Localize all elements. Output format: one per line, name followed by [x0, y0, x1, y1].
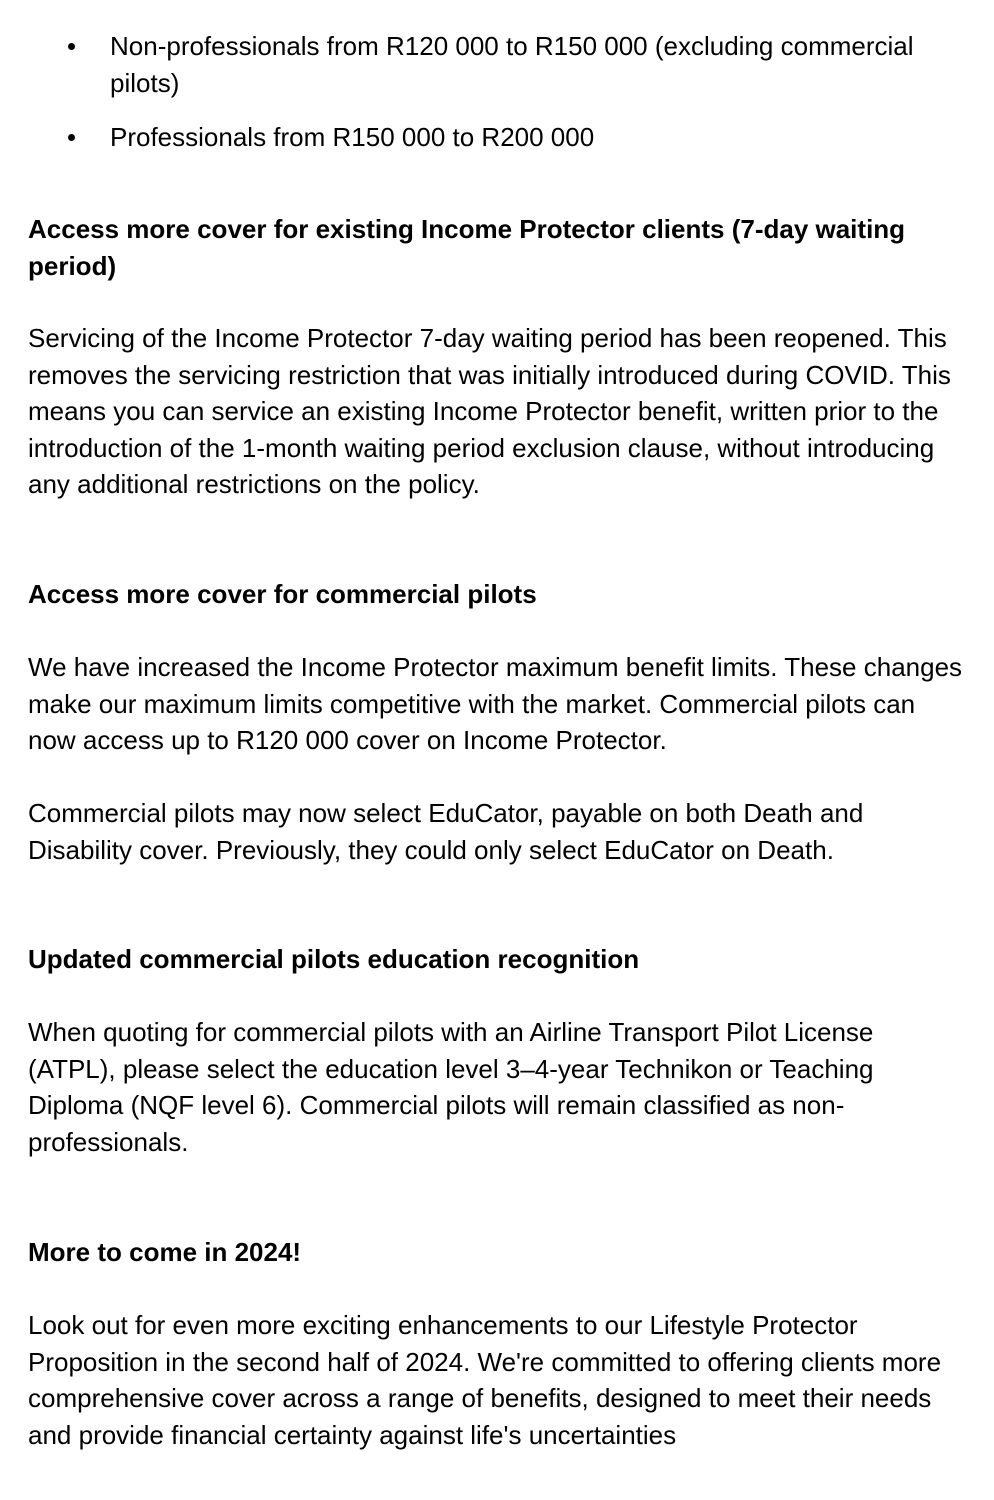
section-heading-existing-clients: Access more cover for existing Income Protector clients (7-day waiting period) [28, 214, 906, 281]
section-paragraph: Look out for even more exciting enhancements to our Lifestyle Protector Proposition in the second half of 2024. We're committed to offering clients more comprehensive cover across a range of benefits, designed to meet their needs and provide financial certainty against life's uncertainties [28, 1310, 942, 1450]
section-heading-more-to-come: More to come in 2024! [28, 1237, 302, 1267]
eligibility-bullet-list [0, 28, 994, 174]
section-paragraph: Servicing of the Income Protector 7-day waiting period has been reopened. This removes the servicing restriction that was initially introduced during COVID. This means you can service an existing Income Protector benefit, written prior to the introduction of the 1-month waiting period exclusion clause, without introducing any additional restrictions on the policy. [28, 323, 951, 500]
section-heading-education-recognition: Updated commercial pilots education recognition [28, 944, 640, 974]
section-heading-commercial-pilots: Access more cover for commercial pilots [28, 579, 537, 609]
bullet-text: Non-professionals from R120 000 to R150 000 (excluding commercial pilots) [110, 31, 914, 98]
bullet-icon [68, 134, 75, 141]
bullet-text: Professionals from R150 000 to R200 000 [110, 122, 595, 153]
section-paragraph: Commercial pilots may now select EduCator, payable on both Death and Disability cover. Previously, they could only select EduCator on Death. [28, 798, 864, 865]
section-paragraph: When quoting for commercial pilots with an Airline Transport Pilot License (ATPL), please select the education level 3–4-year Technikon or Teaching Diploma (NQF level 6). Commercial pilots will remain classified as non-professionals. [28, 1017, 874, 1157]
section-paragraph: We have increased the Income Protector maximum benefit limits. These changes make our maximum limits competitive with the market. Commercial pilots can now access up to R120 000 cover on Income Protector. [28, 652, 963, 756]
list-item [0, 119, 994, 156]
list-item [0, 28, 994, 101]
bullet-icon [68, 43, 75, 50]
